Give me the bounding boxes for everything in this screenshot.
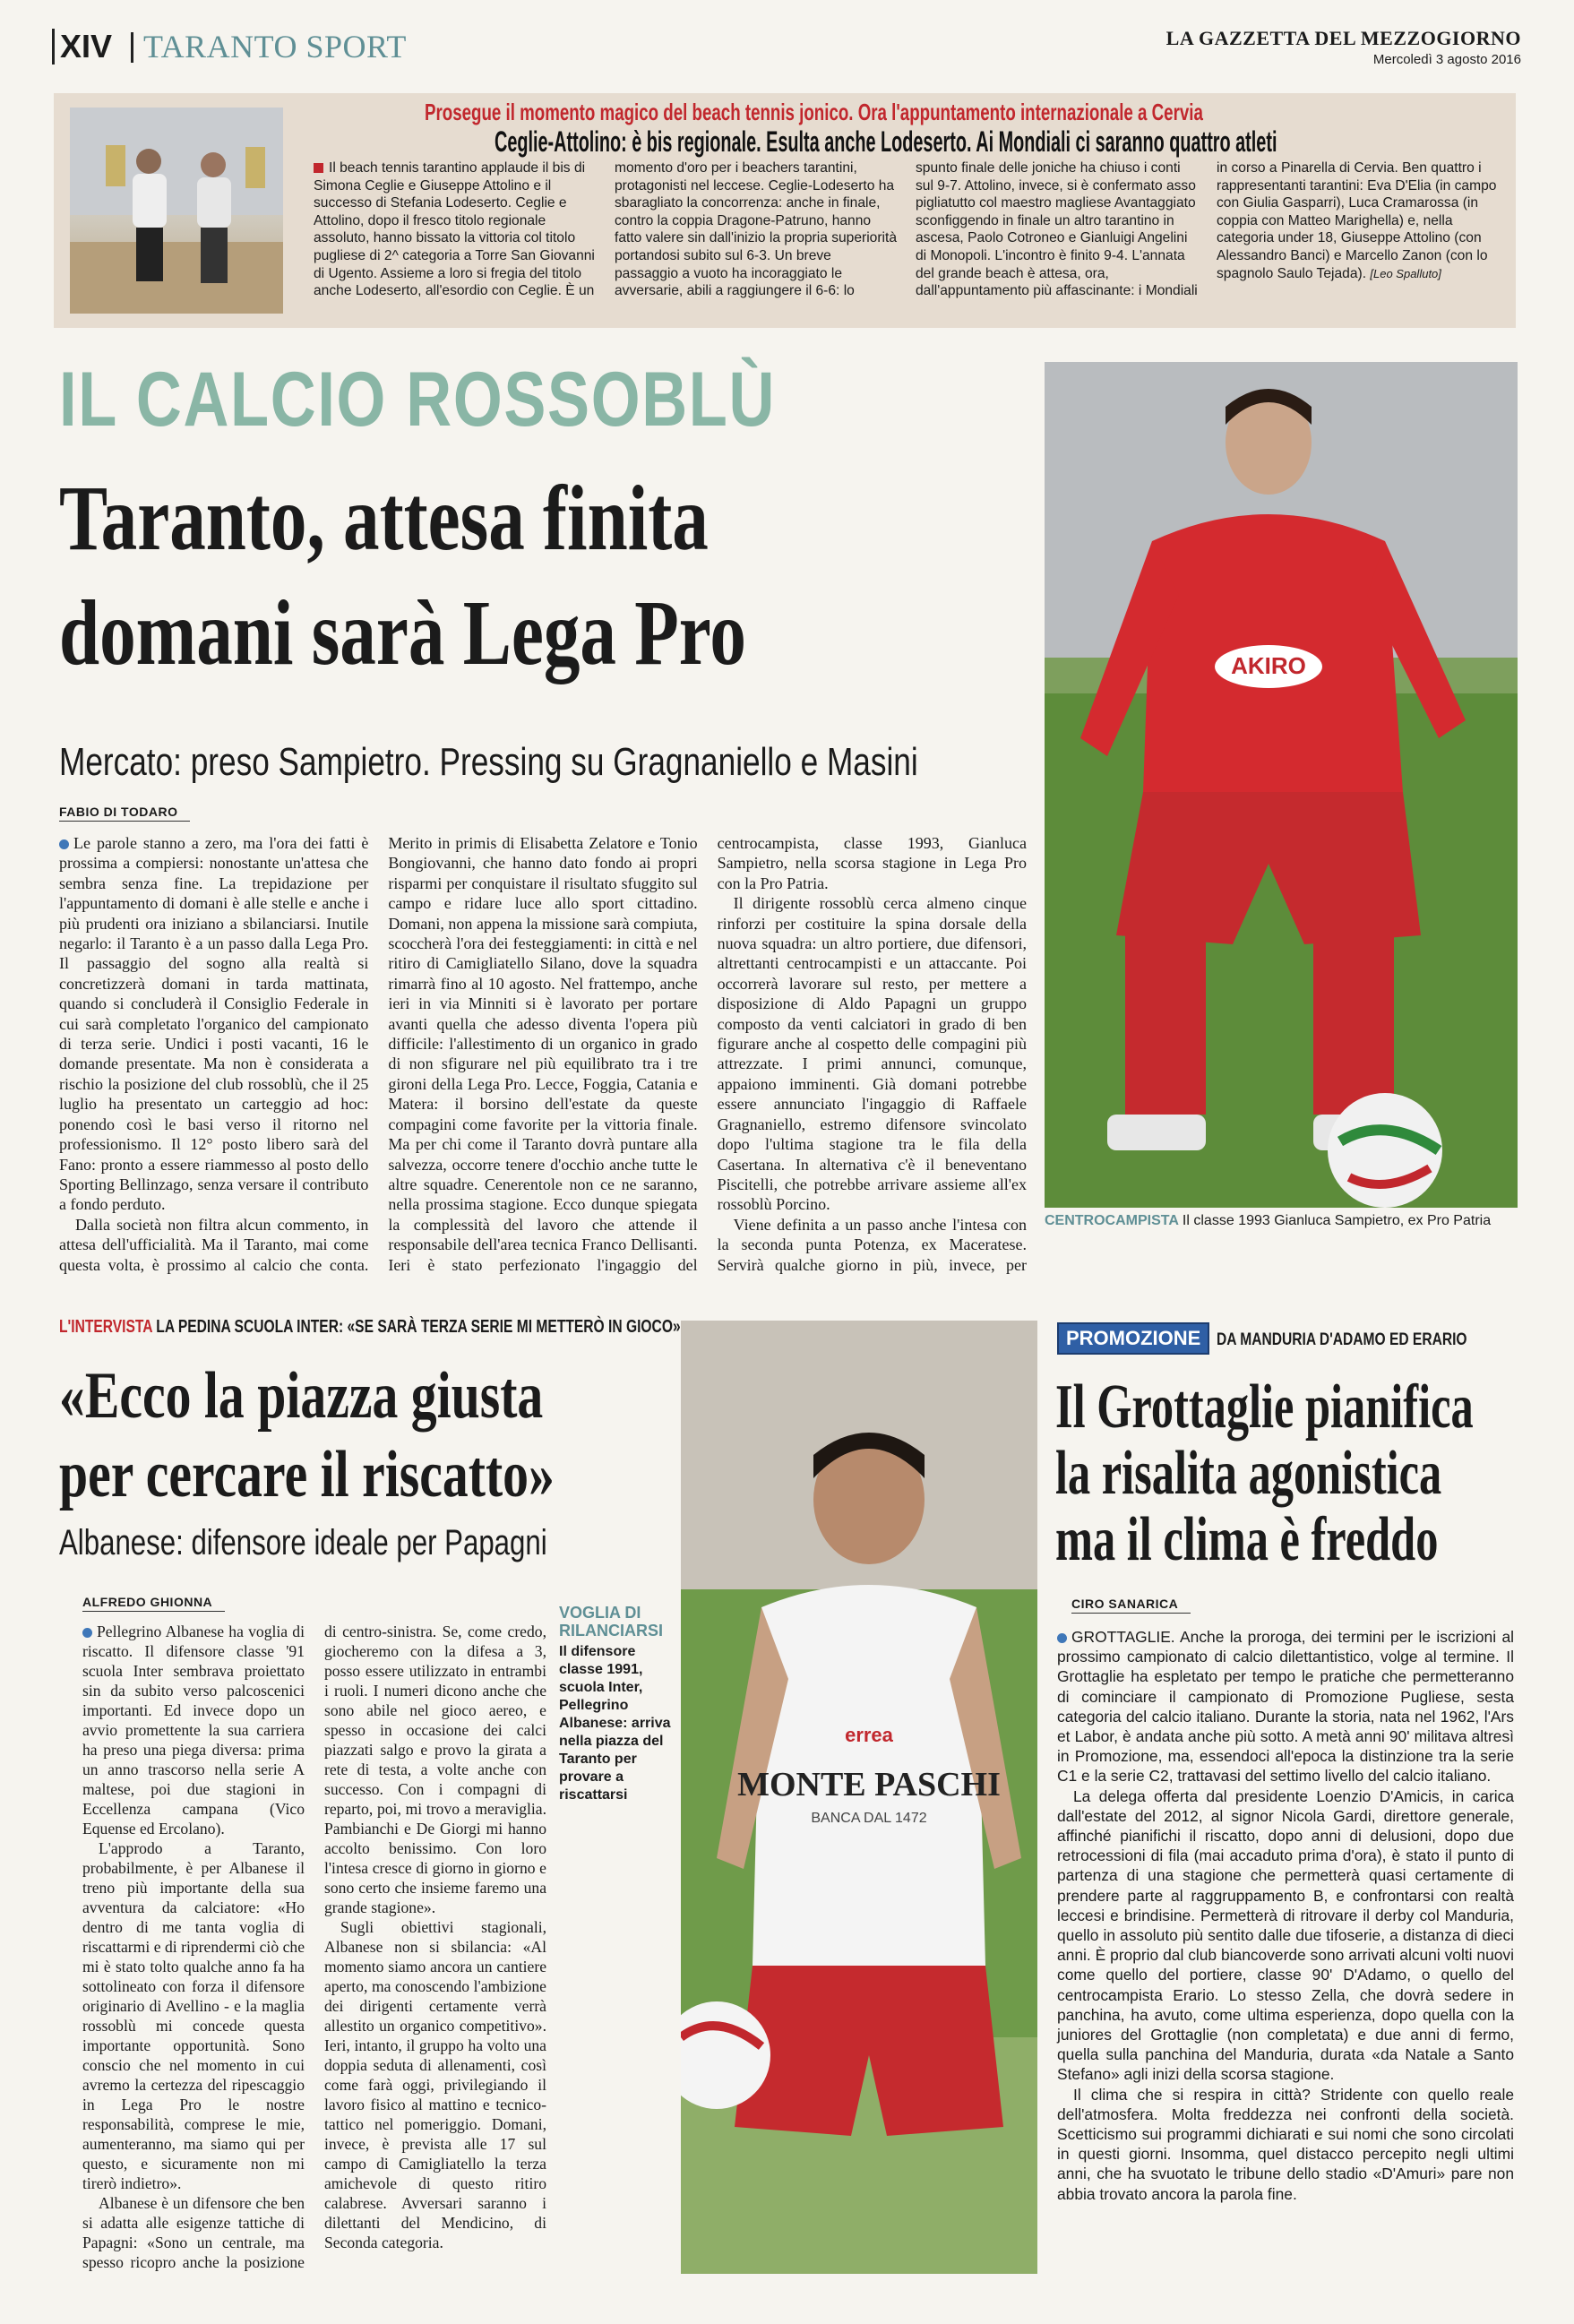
- promo-paragraph: GROTTAGLIE. Anche la proroga, dei termini per le iscrizioni al prossimo campionato di calcio dilettantistico, volge al termine. Il Grottaglie ha espletato per tempo le pratiche che permetteranno di cominciare il campionato di Promozione Pugliese, sesta categoria del calcio italiano. Durante la storia, nata nel 1962, l'Ars et Labor, è andata anche più sotto. A metà anni 90' militava altresì in Promozione, ma, essendoci all'epoca la distinzione tra la serie C1 e la serie C2, trattavasi del settimo livello del calcio italiano.: [1057, 1628, 1514, 1786]
- interview-headline-line2: per cercare il riscatto»: [59, 1438, 555, 1511]
- footballer-illustration: [1045, 362, 1518, 1244]
- beach-headline: Ceglie-Attolino: è bis regionale. Esulta anche Lodeserto. Ai Mondiali ci saranno quattro atleti: [495, 125, 1277, 158]
- main-topic: IL CALCIO ROSSOBLÙ: [59, 357, 777, 443]
- section-title: TARANTO SPORT: [143, 29, 407, 65]
- main-paragraph: Il dirigente rossoblù cerca almeno cinque rinforzi per costituire la spina dorsale della nuova squadra: un altro portiere, due difensori, altrettanti centrocampisti e un attaccante. Poi occorrerà lavorare sul resto, per mettere a disposizione di Aldo Papagni un gruppo composto da venti calciatori in grado di ben figurare anche al cospetto delle compagini più attrezzate. I primi annunci, comunque, appaiono imminenti. Già domani potrebbe essere annunciato l'ingaggio di Raffaele Gragnaniello, estremo difensore svincolato dopo l'ultima stagione tra le fila della Casertana. In alternativa c'è il beneventano Piscitelli, che potrebbe arrivare assieme all'ex rossoblù Porcino.: [717, 894, 1027, 1214]
- beach-article: [314, 159, 1500, 324]
- promo-kicker-text: DA MANDURIA D'ADAMO ED ERARIO: [1217, 1330, 1467, 1349]
- photo-caption-label: CENTROCAMPISTA: [1045, 1213, 1179, 1228]
- main-paragraph: Le parole stanno a zero, ma l'ora dei fatti è prossima a compiersi: nonostante un'attesa che sembra senza fine. La trepidazione per l'appuntamento di domani è alle stelle e anche i più prudenti ora iniziano a sbilanciarsi. Inutile negarlo: il Taranto è a un passo dalla Lega Pro. Il passaggio del sogno alla realtà si concretizzerà domani in tarda mattinata, quando si concluderà il Consiglio Federale in cui sarà completato l'organico del campionato di terza serie. Undici i posti vacanti, 16 le domande presentate. Ma non è considerata a rischio la posizione del club rossoblù, che il 25 luglio ha presentato un carteggio ad hoc: ponendo così le basi verso il ritorno nel professionismo. Il 12° posto libero sarà del Fano: pronto a essere riammesso al posto dello Sporting Bellinzago, senza versare il contributo a fondo perduto.: [59, 834, 369, 1214]
- interview-headline-line1: «Ecco la piazza giusta: [59, 1359, 544, 1433]
- bullet-square-icon: [314, 163, 323, 173]
- albanese-photo: [681, 1321, 1037, 2274]
- main-article-body: [59, 833, 1027, 1279]
- main-paragraph: Viene definita a un passo anche l'intesa con la seconda punta Potenza, ex Maceratese. Servirà qualche giorno in più, invece, per: [717, 1215, 1027, 1274]
- beach-kicker: Prosegue il momento magico del beach tennis jonico. Ora l'appuntamento internazionale a Cervia: [425, 99, 1203, 125]
- main-author: FABIO DI TODARO: [59, 805, 190, 822]
- interview-paragraph: L'approdo a Taranto, probabilmente, è per Albanese il treno più importante della sua avventura da calciatore: «Ho dentro di me tanta voglia di riscattarmi e di riprendermi ciò che mi è stato tolto qualche anno fa ha sottolineato con forza il difensore originario di Avellino - e la maglia rossoblù mi concede questa importante opportunità. Sono conscio che nel momento in cui avremo la certezza del ripescaggio in Lega Pro le nostre responsabilità, comprese le mie, aumenteranno, ma siamo qui per questo, e sicuramente non mi tirerò indietro».: [82, 1839, 305, 2192]
- bullet-dot-icon: [1057, 1633, 1067, 1643]
- interview-kicker-text: LA PEDINA SCUOLA INTER: «SE SARÀ TERZA SERIE MI METTERÒ IN GIOCO»: [156, 1317, 681, 1337]
- promo-paragraph: Il clima che si respira in città? Stridente con quello reale dell'atmosfera. Molta freddezza nei confronti della società. Scetticismo sui programmi dichiarati e sui nomi che sono circolati in questi giorni. Insomma, quel distacco percepito negli ultimi anni, che ha svuotato le tribune dello stadio «D'Amuri» pare non abbia trovato ancora la parola fine.: [1057, 2085, 1514, 2203]
- beach-signature: [Leo Spalluto]: [1370, 266, 1441, 280]
- photo-caption-text: Il classe 1993 Gianluca Sampietro, ex Pro Patria: [1182, 1213, 1492, 1228]
- main-paragraph: Dalla società non filtra alcun commento, in attesa dell'ufficialità. Ma il Taranto, mai come questa volta, è prossimo al calcio che conta. Merito in primis di Elisabetta Zelatore e Tonio Bongiovanni, che hanno dato fondo ai propri risparmi per conquistare il risultato sfuggito sul campo e ridare luce allo sport cittadino. Domani, non appena la missione sarà compiuta, scoccherà l'ora dei festeggiamenti: in città e nel ritiro di Camigliatello Silano, dove la squadra rimarrà fino al 10 agosto. Nel frattempo, anche ieri in via Minniti si è lavorato per portare avanti quella che adesso diventa l'opera più difficile: l'allestimento di un organico in grado di non sfigurare nel più equilibrato tra i tre gironi della Lega Pro. Lecce, Foggia, Catania e Matera: il borsino dell'estate da queste compagini come favorite per la vittoria finale. Ma per chi come il Taranto dovrà puntare alla salvezza, occorre tenere d'occhio anche tutte le altre squadre. Cenerentole non ce ne saranno, nella prossima stagione. Ecco dunque spiegata la complessità del lavoro che attende il responsabile dell'area tecnica Franco Dellisanti. Ieri è stato perfezionato l'ingaggio del centrocampista, classe 1993, Gianluca Sampietro, nella scorsa stagione in Lega Pro con la Pro Patria.: [59, 834, 1027, 1274]
- shirt-sponsor: MONTE PASCHI: [737, 1766, 1001, 1803]
- interview-kicker-label: L'INTERVISTA: [59, 1317, 152, 1337]
- beach-paragraph: Il beach tennis tarantino applaude il bis di Simona Ceglie e Giuseppe Attolino e il successo di Stefania Lodeserto. Ceglie e Attolino, dopo il fresco titolo regionale assoluto, hanno bissato la vittoria col titolo pugliese di 2^ categoria a Torre San Giovanni di Ugento. Assieme a loro si fregia del titolo anche Lodeserto, all'esordio con Ceglie. È un momento d'oro per i beachers tarantini, protagonisti nel leccese. Ceglie-Lodeserto ha sbaragliato la concorrenza: anche in finale, contro la coppia Dragone-Patruno, hanno fatto valere sin dall'inizio la propria superiorità portandosi subito sul 6-3. Un breve passaggio a vuoto ha incoraggiato le avversarie, abili a raggiungere il 6-6: lo spunto finale delle joniche ha chiuso i conti sul 9-7. Attolino, invece, si è confermato asso pigliatutto col maestro magliese Avantaggiato sconfiggendo in finale un altro tarantino in ascesa, Paolo Cotroneo e Gianluigi Angelini di Monopoli. L'incontro è finito 9-4. L'annata del grande beach è attesa, ora, dall'appuntamento più affascinante: i Mondiali in corso a Pinarella di Cervia. Ben quattro i rappresentanti tarantini: Eva D'Elia (in campo con Giulia Gasparri), Luca Cramarossa (in coppia con Matteo Marighella) e, nella categoria under 18, Giuseppe Attolino (con Alessandro Banci) e Marcello Zanon (con lo spagnolo Saulo Tejada).: [314, 160, 1497, 299]
- bullet-dot-icon: [59, 839, 69, 849]
- interview-paragraph: Pellegrino Albanese ha voglia di riscatto. Il difensore classe '91 scuola Inter sembrava proiettato sin da subito verso palcoscenici importanti. Ed invece dopo un avvio promettente la sua carriera ha preso una piega diversa: prima un anno trascorso nella serie A maltese, poi due stagioni in Eccellenza campana (Vico Equense ed Ercolano).: [82, 1622, 305, 1838]
- interview-caption-text: Il difensore classe 1991, scuola Inter, Pellegrino Albanese: arriva nella piazza del Taranto per provare a riscattarsi: [559, 1644, 671, 1803]
- promo-kicker: [1057, 1322, 1522, 1355]
- issue-date: Mercoledì 3 agosto 2016: [1372, 52, 1521, 67]
- interview-article-body: [82, 1622, 546, 2288]
- promo-headline-line2: la risalita agonistica: [1055, 1439, 1442, 1508]
- shirt-sponsor-sub: BANCA DAL 1472: [811, 1811, 927, 1826]
- promo-paragraph: La delega offerta dal presidente Loenzio D'Amicis, in carica dall'estate del 2012, al signor Nicola Gardi, direttore generale, affinché pianifichi il riscatto, dopo anni di delusioni, dopo due retrocessioni di fila (mai accaduto prima d'ora), è stato il punto di partenza di una stagione che permetterà quasi certamente di prendere parte al raggruppamento B, e confrontarsi con realtà leccesi e brindisine. Permetterà di ritrovare il derby col Manduria, quello in assoluto più sentito dalle due tifoserie, a distanza di dieci anni. È proprio dal club biancoverde sono arrivati alcuni volti nuovi come quello del portiere, classe 90' D'Adamo, o quello del centrocampista Erario. Lo stesso Zella, che dovrà sedere in panchina, ha avuto, come ultima esperienza, dopo quella con la juniores del Grottaglie (non completata) e due anni di fermo, quella sulla panchina del Manduria, durata «da Natale a Santo Stefano» agli inizi della scorsa stagione.: [1057, 1786, 1514, 2084]
- masthead-divider: [131, 32, 133, 63]
- shirt-brand: errea: [845, 1724, 893, 1746]
- interview-author: ALFREDO GHIONNA: [82, 1595, 225, 1612]
- interview-caption-title: VOGLIA DI RILANCIARSI: [559, 1604, 663, 1640]
- interview-paragraph: Sugli obiettivi stagionali, Albanese non si sbilancia: «Al momento siamo ancora un cantiere aperto, ma conoscendo l'ambizione dei dirigenti certamente verrà allestito un organico competitivo». Ieri, intanto, il gruppo ha volto una doppia seduta di allenamenti, così come farà oggi, privilegiando il lavoro fisico al mattino e tecnico-tattico nel pomeriggio. Domani, invece, è prevista alle 17 sul campo di Camigliatello la terza amichevole di questo ritiro calabrese. Avversari saranno i dilettanti del Mendicino, di Seconda categoria.: [324, 1918, 546, 2251]
- defender-illustration: [681, 1321, 1037, 2274]
- promo-author: CIRO SANARICA: [1071, 1597, 1191, 1614]
- beach-players-illustration: [70, 108, 283, 314]
- interview-paragraph: Albanese è un difensore che ben si adatta alle esigenze tattiche di Papagni: «Sono un centrale, ma spesso ricopro anche la posizione di centro-sinistra. Se, come credo, giocheremo con la difesa a 3, posso essere utilizzato in entrambi i ruoli. I numeri dicono anche che sono abile nel gioco aereo, e spesso in occasione dei calci piazzati salgo e provo la girata a rete di testa, a volte anche con successo. Con i compagni di reparto, poi, mi trovo a meraviglia. Pambianchi e De Giorgi mi hanno accolto benissimo. Con loro l'intesa cresce di giorno in giorno e sono certo che insieme faremo una grande stagione».: [82, 1622, 546, 2271]
- interview-byline: [82, 1595, 225, 1617]
- interview-kicker: [59, 1317, 681, 1338]
- interview-subheadline: Albanese: difensore ideale per Papagni: [59, 1523, 547, 1562]
- promo-headline-line1: Il Grottaglie pianifica: [1055, 1373, 1474, 1442]
- interview-side-caption: [559, 1604, 675, 1804]
- promo-label-badge: PROMOZIONE: [1057, 1322, 1209, 1355]
- main-headline-line1: Taranto, attesa finita: [59, 467, 709, 570]
- promo-headline-line3: ma il clima è freddo: [1055, 1505, 1439, 1574]
- main-byline: [59, 805, 190, 827]
- promo-byline: [1071, 1597, 1191, 1619]
- main-headline-line2: domani sarà Lega Pro: [59, 581, 746, 684]
- shirt-sponsor: AKIRO: [1231, 652, 1306, 679]
- photo-caption: [1045, 1208, 1518, 1244]
- bullet-dot-icon: [82, 1628, 92, 1638]
- main-subheadline: Mercato: preso Sampietro. Pressing su Gragnaniello e Masini: [59, 740, 918, 784]
- page-number: XIV: [52, 29, 112, 65]
- newspaper-name: LA GAZZETTA DEL MEZZOGIORNO: [1165, 27, 1521, 49]
- sampietro-photo: [1045, 362, 1518, 1244]
- masthead: [52, 25, 1521, 68]
- promo-article-body: [1057, 1627, 1514, 2290]
- beach-tennis-box: [54, 93, 1516, 328]
- beach-tennis-photo: [70, 108, 283, 314]
